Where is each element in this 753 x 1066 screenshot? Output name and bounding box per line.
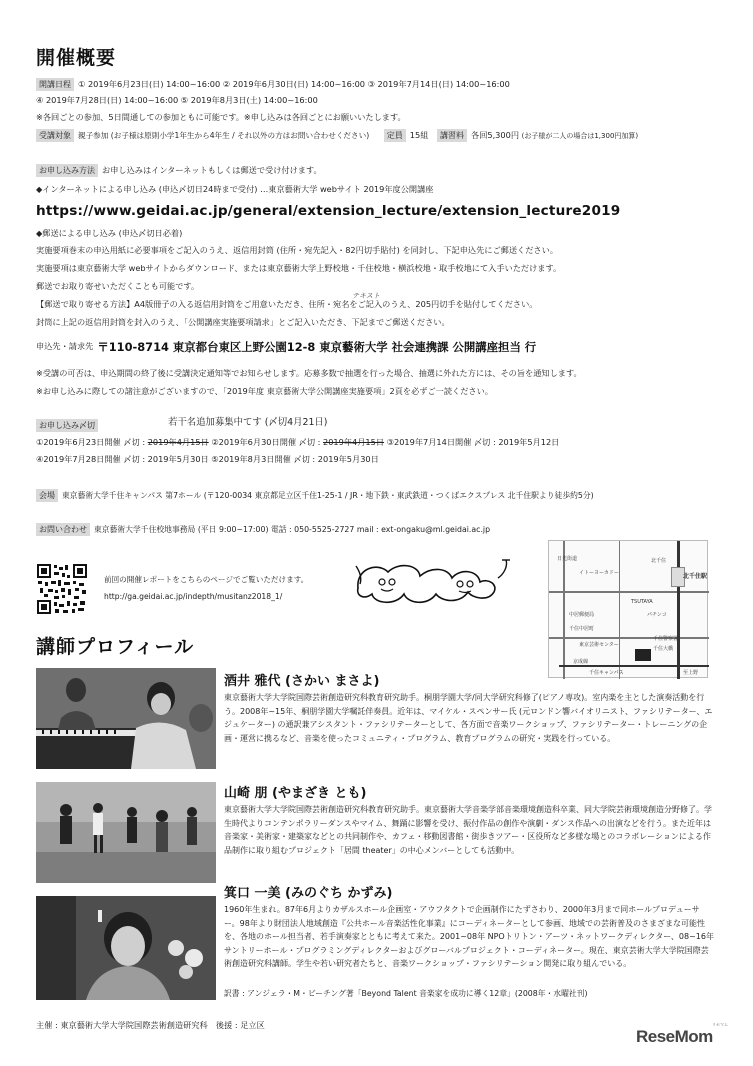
qr-code[interactable]: [36, 563, 88, 615]
contact-label: お問い合わせ: [36, 523, 90, 536]
capacity-label: 定員: [384, 129, 406, 142]
map-label-keisei: 京成線: [573, 659, 589, 665]
profile-2-name: 山崎 朋 (やまざき とも): [224, 786, 367, 801]
campus-map[interactable]: [548, 540, 708, 678]
fee-value: 各回5,300円: [471, 130, 520, 140]
apply-note-1: ※受講の可否は、申込期間の終了後に受講決定通知等でお知らせします。応募多数で抽選を行った場合、抽選に外れた方には、その旨を通知します。: [36, 368, 582, 378]
deadline-1: ①2019年6月23日開催 〆切 :: [36, 437, 148, 447]
venue-label: 会場: [36, 489, 58, 502]
mail-line-5: 封筒に上記の返信用封筒を封入のうえ、「公開講座実施要項請求」とご記入いただき、下記までご郵送ください。: [36, 317, 450, 327]
map-label-campus: 千住キャンパス: [589, 670, 624, 676]
fee-label: 講習料: [437, 129, 467, 142]
profile-1-name: 酒井 雅代 (さかい まさよ): [224, 674, 380, 689]
map-label-police: 千住警察署: [653, 636, 679, 642]
photo-yamazaki: [36, 782, 216, 883]
venue-text: 東京藝術大学千住キャンパス 第7ホール (〒120-0034 東京都足立区千住1-25-1 / JR・地下鉄・東武鉄道・つくばエクスプレス 北千住駅より徒歩約5分): [62, 491, 594, 500]
resemom-logo-sub: リセマム: [712, 1022, 728, 1027]
photo-sakai: [36, 668, 216, 769]
handwritten-text-note: テキスト: [352, 292, 380, 300]
mail-line-2: 実施要項は東京藝術大学 webサイトからダウンロード、または東京藝術大学上野校地・千住校地・横浜校地・取手校地にて入手いただけます。: [36, 263, 562, 273]
apply-row: [36, 164, 322, 177]
apply-intro: お申し込みはインターネットもしくは郵送で受け付けます。: [102, 165, 322, 175]
deadline-line-2: ④2019年7月28日開催 〆切 : 2019年5月30日 ⑤2019年8月3日開催 〆切 : 2019年5月30日: [36, 454, 379, 464]
contact-row: [36, 523, 490, 536]
fee-note: (お子様が二人の場合は1,300円加算): [521, 132, 639, 140]
resemom-logo: [636, 1022, 728, 1046]
schedule-note: ※各回ごとの参加、5日間通しての参加ともに可能です。※申し込みは各回ごとにお願いいたします。: [36, 112, 406, 122]
footer-sponsor: 主催 : 東京藝術大学大学院国際芸術創造研究科 後援 : 足立区: [36, 1020, 265, 1030]
mail-heading: ◆郵送による申し込み (申込〆切日必着): [36, 228, 183, 238]
photo-minoguchi: [36, 896, 216, 1000]
overview-title: 開催概要: [36, 47, 117, 69]
deadline-2: ②2019年6月30日開催 〆切 :: [208, 437, 324, 447]
handwritten-additional-recruitment: 若干名追加募集中てす (〆切4月21日): [168, 417, 328, 428]
address: 〒110-8714 東京都台東区上野公園12-8 東京藝術大学 社会連携課 公開講座担当 行: [97, 340, 537, 354]
internet-heading: ◆インターネットによる申し込み (申込〆切日24時まで受付) …東京藝術大学 webサイト 2019年度公開講座: [36, 184, 434, 194]
report-url[interactable]: http://ga.geidai.ac.jp/indepth/musitanz2018_1/: [104, 592, 283, 601]
schedule-line-1: ① 2019年6月23日(日) 14:00~16:00 ② 2019年6月30日(日) 14:00~16:00 ③ 2019年7月14日(日) 14:00~16:00: [78, 79, 510, 89]
profile-3-name: 箕口 一美 (みのぐち かずみ): [224, 886, 393, 901]
target-row: [36, 129, 638, 142]
apply-note-2: ※お申し込みに際しての諸注意がございますので、「2019年度 東京藝術大学公開講座実施要項」2頁を必ずご一読ください。: [36, 386, 493, 396]
address-label: 申込先・請求先: [36, 341, 94, 351]
mail-line-3: 郵送でお取り寄せいただくことも可能です。: [36, 281, 200, 291]
map-road-horizontal-1: [549, 591, 709, 593]
target-label: 受講対象: [36, 129, 74, 142]
map-label-post: 中居郵便局: [569, 612, 595, 618]
map-label-itoyokado: イトーヨーカドー: [579, 570, 619, 576]
map-railway: [677, 541, 680, 679]
deadline-label-wrap: [36, 419, 102, 432]
map-label-station: 北千住駅: [683, 573, 708, 580]
map-road-vertical-2: [619, 541, 620, 679]
venue-row: [36, 489, 594, 502]
map-label-kitasenju: 北千住: [651, 558, 667, 564]
schedule-row-1: [36, 78, 510, 91]
map-label-tsutaya: TSUTAYA: [631, 599, 653, 605]
target-text: 親子参加 (お子様は原則小学1年生から4年生 / それ以外の方はお問い合わせください): [78, 131, 370, 140]
map-campus-marker: [635, 649, 651, 661]
map-label-ohashi: 千住大橋: [653, 646, 674, 652]
mail-line-4: 【郵送で取り寄せる方法】A4版冊子の入る返信用封筒をご用意いただき、住所・宛名をご記入のうえ、205円切手を貼付してください。: [36, 299, 538, 309]
deadline-3: ③2019年7月14日開催 〆切 : 2019年5月12日: [384, 437, 560, 447]
capacity-value: 15組: [409, 130, 429, 140]
schedule-label: 開講日程: [36, 78, 74, 91]
deadline-2-struck: 2019年4月15日: [323, 437, 385, 447]
profile-3-bio: 1960年生まれ。87年6月よりカザルスホール企画室・アウフタクトで企画制作にたずさわり、2000年3月まで同ホールプロデューサー。98年より財団法人地域創造『公共ホール音楽活性化事業』にコーディネーターとして参画、地域での芸術普及のさまざまな可能性を、各地のホール担当者、若手演奏家とともに考えて来た。2001~08年 NPOトリトン・アーツ・ネットワークディレクター、08~16年サントリーホール・プログラミングディレクターおよびグローバルプロジェクト・コーディネーター。現在、東京芸術大学大学院国際芸術創造研究科講師。学生や若い研究者たちと、音楽ワークショップ・ファシリテーション開発に取り組んでいる。: [224, 905, 714, 969]
deadline-1-struck: 2019年4月15日: [147, 437, 209, 447]
schedule-line-2: ④ 2019年7月28日(日) 14:00~16:00 ⑤ 2019年8月3日(土) 14:00~16:00: [36, 95, 318, 105]
contact-text: 東京藝術大学千住校地事務局 (平日 9:00~17:00) 電話 : 050-5525-2727 mail : ext-ongaku@ml.geidai.ac.jp: [94, 525, 491, 534]
resemom-logo-text: ReseMom: [636, 1027, 713, 1046]
map-keisei-line: [559, 665, 709, 667]
map-label-ueno: 至上野: [683, 670, 699, 676]
doodle-illustration: [348, 558, 518, 616]
mail-line-1: 実施要項巻末の申込用紙に必要事項をご記入のうえ、返信用封筒 (住所・宛先記入・82円切手貼付) を同封し、下記申込先にご郵送ください。: [36, 245, 558, 255]
deadline-line-1: [36, 437, 559, 448]
profile-2-bio: 東京藝術大学大学院国際芸術創造研究科教育研究助手。東京藝術大学音楽学部音楽環境創造科卒業、同大学院芸術環境創造分野修了。学生時代よりコンテンポラリーダンスやマイム、舞踊に影響を受け、振付作品の創作や演劇・ダンス作品への出演などを行う。また近年は音楽家・美術家・建築家などとの共同制作や、カフェ・移動図書館・街歩きツアー・区役所など多様な場とのコラボレーションによる作品制作に取り組むプロジェクト「居間 theater」の中心メンバーとしても活動中。: [224, 805, 712, 855]
application-url[interactable]: https://www.geidai.ac.jp/general/extension_lecture/extension_lecture2019: [36, 203, 621, 219]
profile-1-bio: 東京藝術大学大学院国際芸術創造研究科教育研究助手。桐朋学園大学/同大学研究科修了(ピアノ専攻)。室内楽を主とした演奏活動を行う。2008年~15年、桐朋学園大学嘱託伴奏員。近年は、マイケル・スペンサー氏 (元ロンドン響バイオリニスト、ファシリテーター、エジュケーター) の通訳兼アシスタント・ファシリテーターとして、各方面で音楽ワークショップ、ファシリテーター・トレーニングの企画・運営に携るなど、音楽を使ったコミュニティ・プログラム、教育プログラムの研究・実践を行っている。: [224, 693, 713, 743]
map-label-art-center: 東京芸術センター: [579, 642, 619, 648]
map-road-horizontal-2: [549, 637, 709, 639]
profile-3-book: 訳書 : アンジェラ・M・ビーチング著「Beyond Talent 音楽家を成功に導く12章」(2008年・水曜社刊): [224, 989, 588, 998]
map-label-nakai: 千住中居町: [569, 626, 595, 632]
apply-label: お申し込み方法: [36, 164, 98, 177]
address-row: [36, 336, 536, 355]
map-label-pachinko: パチンコ: [647, 612, 667, 618]
profiles-title: 講師プロフィール: [36, 636, 195, 658]
map-label-nikko: 日光街道: [557, 556, 578, 562]
report-text: 前回の開催レポートをこちらのページでご覧いただけます。: [104, 575, 309, 584]
deadline-label: お申し込み〆切: [36, 419, 98, 432]
